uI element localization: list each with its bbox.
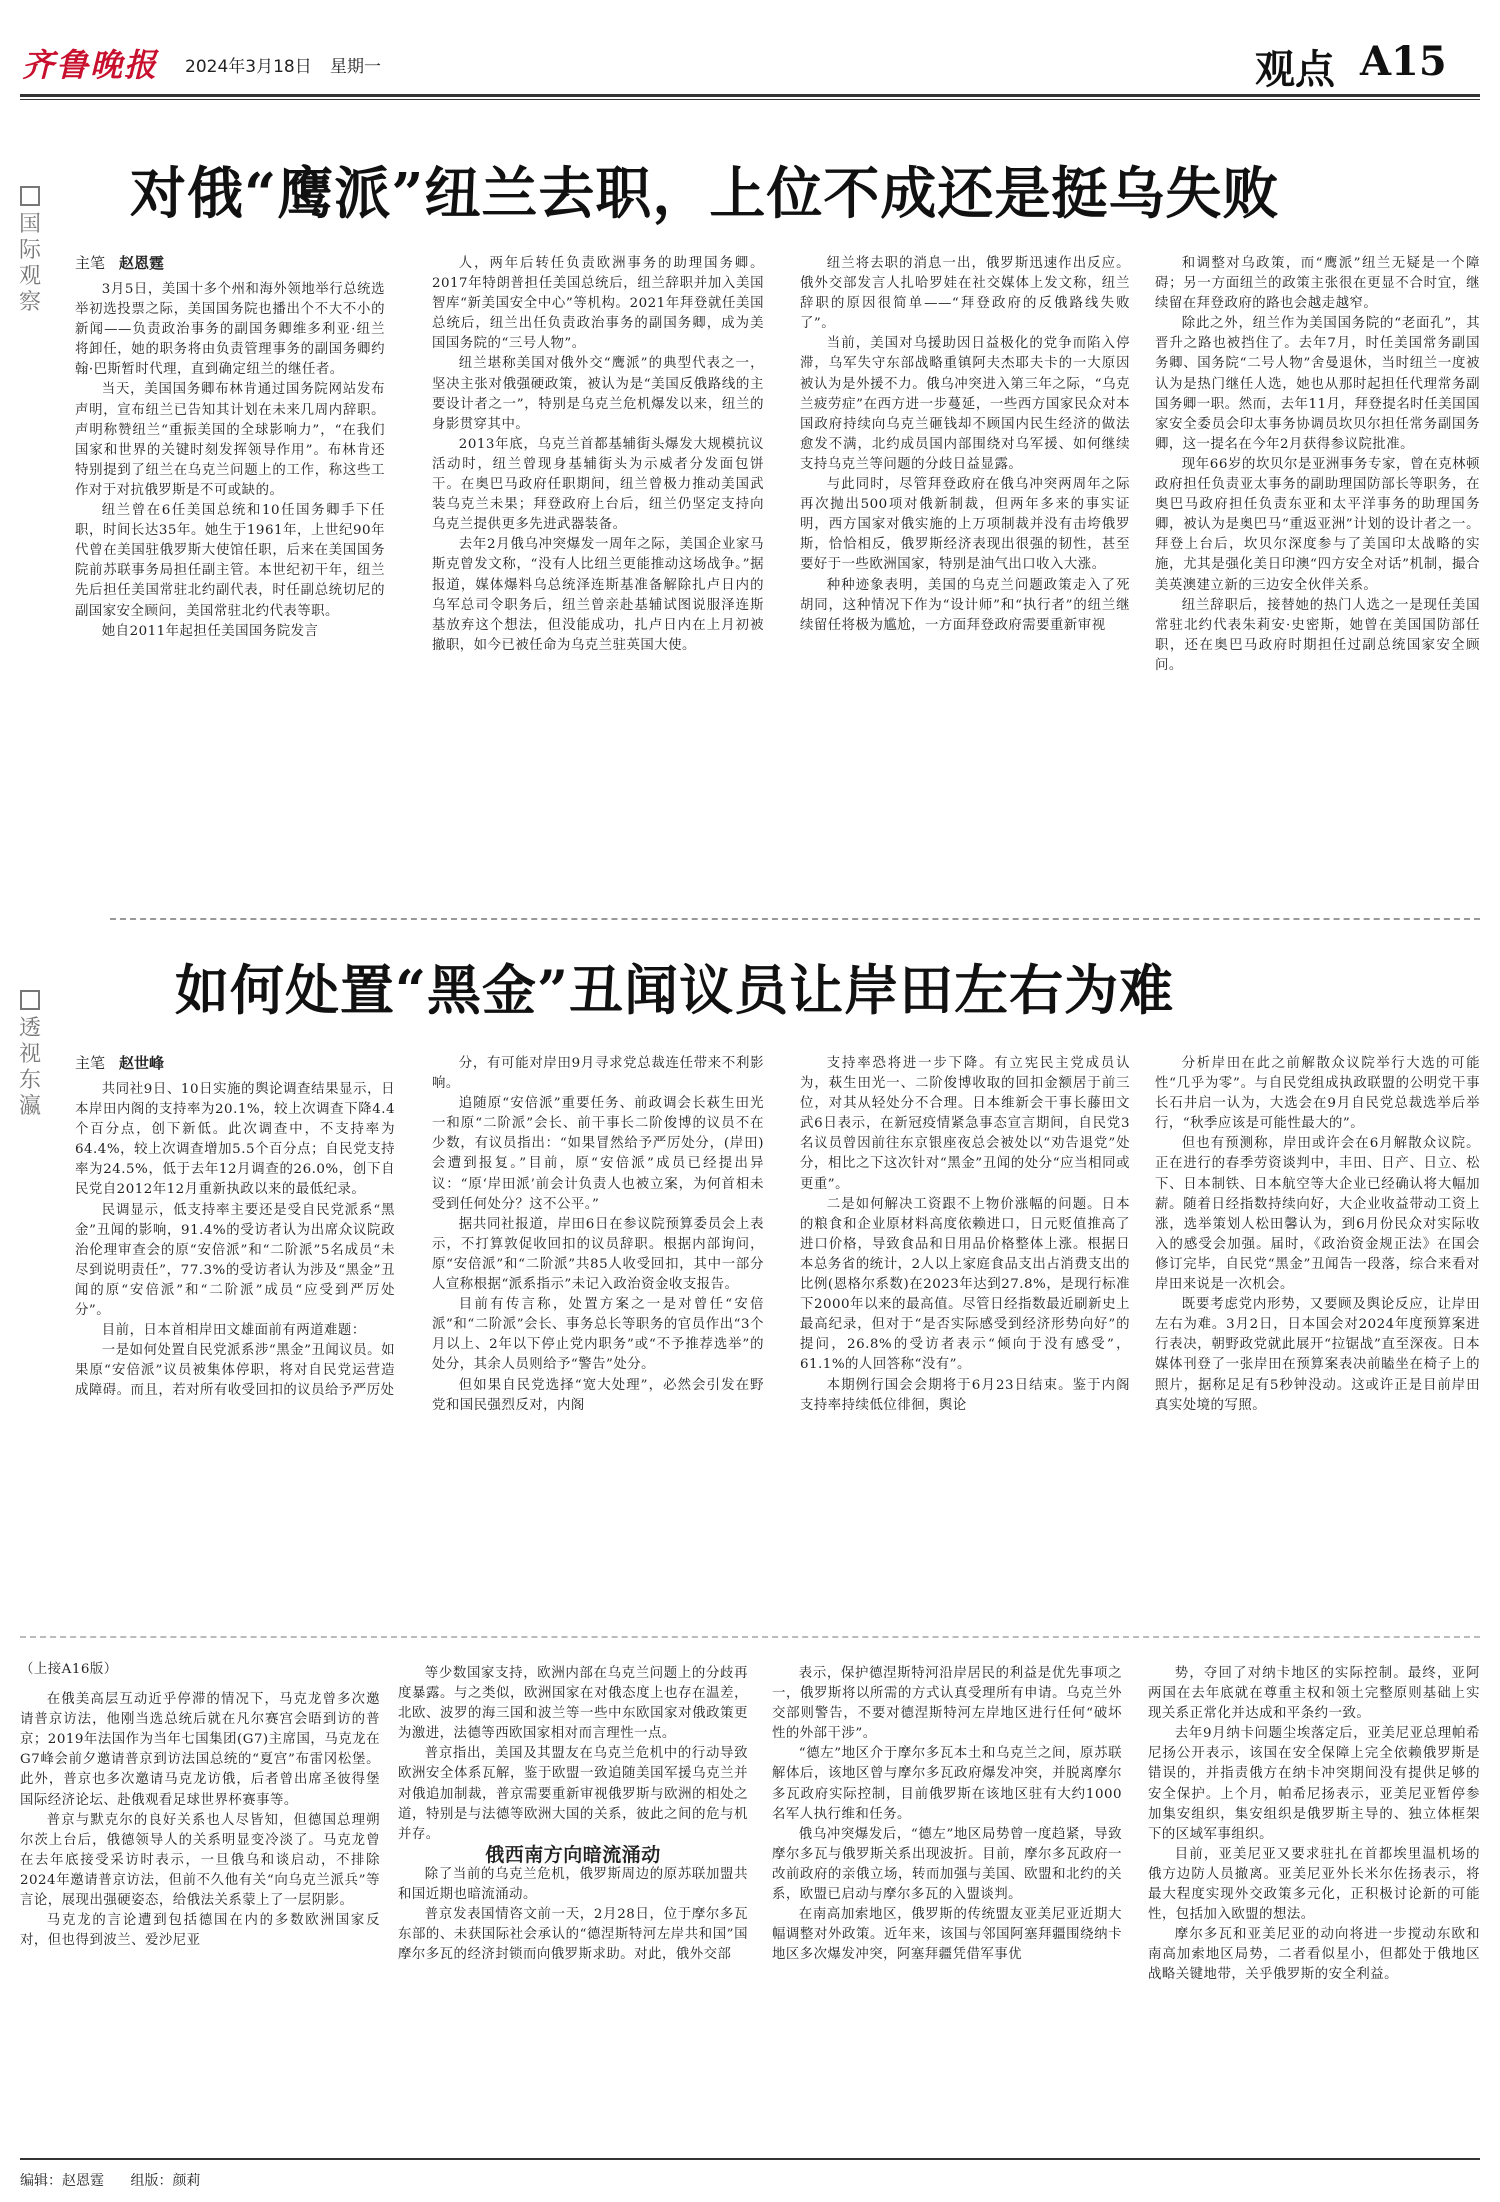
article3-col4 — [1148, 1664, 1480, 2150]
paragraph: 在俄美高层互动近乎停滞的情况下，马克龙曾多次邀请普京访法，他刚当选总统后就在凡尔赛宫会晤到访的普京；2019年法国作为当年七国集团(G7)主席国，马克龙在G7峰会前夕邀请普京到访法国总统的“夏宫”布雷冈松堡。此外，普京也多次邀请马克龙访俄，后者曾出席圣彼得堡国际经济论坛、赴俄观看足球世界杯赛事等。 — [20, 1692, 380, 1808]
paragraph: 现年66岁的坎贝尔是亚洲事务专家，曾在克林顿政府担任负责亚太事务的副助理国防部长等职务，在奥巴马政府担任负责东亚和太平洋事务的助理国务卿，被认为是奥巴马“重返亚洲”计划的设计者之一。拜登上台后，坎贝尔深度参与了美国印太战略的实施，尤其是强化美日印澳“四方安全对话”机制，撮合美英澳建立新的三边安全伙伴关系。 — [1155, 456, 1480, 593]
paragraph: 纽兰堪称美国对俄外交“鹰派”的典型代表之一，坚决主张对俄强硬政策，被认为是“美国反俄路线的主要设计者之一”，特别是乌克兰危机爆发以来，纽兰的身影贯穿其中。 — [432, 356, 764, 432]
paragraph: 2013年底，乌克兰首都基辅街头爆发大规模抗议活动时，纽兰曾现身基辅街头为示威者分发面包饼干。在奥巴马政府任职期间，纽兰曾极力推动美国武装乌克兰未果；拜登政府上台后，纽兰仍坚定支持向乌克兰提供更多先进武器装备。 — [432, 436, 764, 533]
paragraph: 人，两年后转任负责欧洲事务的助理国务卿。2017年特朗普担任美国总统后，纽兰辞职并加入美国智库“新美国安全中心”等机构。2021年拜登就任美国总统后，纽兰出任负责政治事务的副国务卿，成为美国国务院的“三号人物”。 — [432, 256, 764, 352]
paragraph: 二是如何解决工资跟不上物价涨幅的问题。日本的粮食和企业原材料高度依赖进口，日元贬值推高了进口价格，导致食品和日用品价格整体上涨。根据日本总务省的统计，2人以上家庭食品支出占消费支出的比例(恩格尔系数)在2023年达到27.8%，是现行标准下2000年以来的最高值。尽管日经指数最近刷新史上最高纪录，但对于“是否实际感受到经济形势向好”的提问，26.8%的受访者表示“倾向于没有感受”，61.1%的人回答称“没有”。 — [800, 1196, 1130, 1373]
footer-rule — [20, 2158, 1480, 2160]
paragraph: 支持率恐将进一步下降。有立宪民主党成员认为，萩生田光一、二阶俊博收取的回扣金额居于前三位，对其从轻处分不合理。日本维新会干事长藤田文武6日表示，在新冠疫情紧急事态宣言期间，自民党3名议员曾因前往东京银座夜总会被处以“劝告退党”处分，相比之下这次针对“黑金”丑闻的处分“应当相同或更重”。 — [800, 1056, 1130, 1192]
article2-col3 — [800, 1054, 1130, 1626]
paragraph: 普京发表国情咨文前一天，2月28日，位于摩尔多瓦东部的、未获国际社会承认的“德涅斯特河左岸共和国”国摩尔多瓦的经济封锁而向俄罗斯求助。对此，俄外交部 — [398, 1907, 748, 1963]
article1-col2 — [432, 254, 764, 870]
column-tag-japan — [16, 990, 44, 1120]
paragraph: 目前有传言称，处置方案之一是对曾任“安倍派”和“二阶派”会长、事务总长等职务的官员作出“3个月以上、2年以下停止党内职务”或“不予推荐选举”的处分，其余人员则给予“警告”处分。 — [432, 1297, 764, 1373]
paragraph: “德左”地区介于摩尔多瓦本土和乌克兰之间，原苏联解体后，该地区曾与摩尔多瓦政府爆发冲突，并脱离摩尔多瓦政府实际控制，目前俄罗斯在该地区驻有大约1000名军人执行维和任务。 — [772, 1746, 1122, 1822]
article2-byline — [75, 1052, 164, 1073]
article1-col3 — [800, 254, 1130, 870]
column-tag-text: 国际观察 — [18, 212, 41, 315]
paragraph: 纽兰曾在6任美国总统和10任国务卿手下任职，时间长达35年。她生于1961年，上世纪90年代曾在美国驻俄罗斯大使馆任职，后来在美国国务院前苏联事务局担任副主管。本世纪初干年，纽兰先后担任美国常驻北约副代表，时任副总统切尼的副国家安全顾问，美国常驻北约代表等职。 — [75, 503, 385, 619]
continued-note: （上接A16版） — [20, 1662, 118, 1677]
paragraph: 普京与默克尔的良好关系也人尽皆知，但德国总理朔尔茨上台后，俄德领导人的关系明显变冷淡了。马克龙曾在去年底接受采访时表示，一旦俄乌和谈启动，不排除2024年邀请普京访法，但前不久他有关“向乌克兰派兵”等言论，展现出强硬姿态，给俄法关系蒙上了一层阴影。 — [20, 1812, 380, 1909]
paragraph: 除此之外，纽兰作为美国国务院的“老面孔”，其晋升之路也被挡住了。去年7月，时任美国常务副国务卿、国务院“二号人物”舍曼退休，当时纽兰一度被认为是热门继任人选，她也从那时起担任代理常务副国务卿一职。然而，去年11月，拜登提名时任美国国家安全委员会印太事务协调员坎贝尔担任常务副国务卿，这一提名在今年2月获得参议院批准。 — [1155, 316, 1480, 452]
article3-col3 — [772, 1664, 1122, 2150]
masthead-rule-thin — [20, 99, 1480, 100]
article1-col4 — [1155, 254, 1480, 870]
article1-byline — [75, 252, 164, 273]
paragraph: 民调显示，低支持率主要还是受自民党派系“黑金”丑闻的影响，91.4%的受访者认为出席众议院政治伦理审查会的原“安倍派”和“二阶派”5名成员“未尽到说明责任”，77.3%的受访者认为涉及“黑金”丑闻的原“安倍派”和“二阶派”成员“应受到严厉处分”。 — [75, 1202, 395, 1319]
paragraph: 3月5日，美国十多个州和海外领地举行总统选举初选投票之际，美国国务院也播出个不大不小的新闻——负责政治事务的副国务卿维多利亚·纽兰将卸任，她的职务将由负责管理事务的副国务卿约翰·巴斯暂时代理，直到确定纽兰的继任者。 — [75, 282, 385, 378]
footer-credits — [20, 2170, 222, 2190]
article1-col1 — [75, 280, 385, 870]
section-label: 观点 — [1255, 46, 1335, 93]
byline-name: 赵世峰 — [119, 1054, 165, 1072]
paragraph: 表示，保护德涅斯特河沿岸居民的利益是优先事项之一，俄罗斯将以所需的方式认真受理所有申请。乌克兰外交部则警告，不要对德涅斯特河左岸地区进行任何“破坏性的外部干涉”。 — [772, 1666, 1122, 1742]
paragraph: 但也有预测称，岸田或许会在6月解散众议院。正在进行的春季劳资谈判中，丰田、日产、日立、松下、日本制铁、日本航空等大企业已经确认将大幅加薪。随着日经指数持续向好，大企业收益带动工资上涨，选举策划人松田馨认为，到6月份民众对实际收入的感受会加强。届时，《政治资金规正法》在国会修订完毕，自民党“黑金”丑闻告一段落，综合来看对岸田来说是一次机会。 — [1155, 1136, 1480, 1293]
masthead-rule — [20, 94, 1480, 97]
paragraph: 一是如何处置自民党派系涉“黑金”丑闻议员。如果原“安倍派”议员被集体停职，将对自民党运营造成障碍。而且，若对所有收受回扣的议员给予严厉处 — [75, 1343, 395, 1399]
paragraph: 马克龙的言论遭到包括德国在内的多数欧洲国家反对，但也得到波兰、爱沙尼亚 — [20, 1913, 380, 1949]
paragraph: 既要考虑党内形势，又要顾及舆论反应，让岸田左右为难。3月2日，日本国会对2024年度预算案进行表决，朝野政党就此展开“拉锯战”直至深夜。日本媒体刊登了一张岸田在预算案表决前瞌坐在椅子上的照片，据称足足有5秒钟没动。这或许正是目前岸田真实处境的写照。 — [1155, 1297, 1480, 1413]
paragraph: 当前，美国对乌援助因日益极化的党争而陷入停滞，乌军失守东部战略重镇阿夫杰耶夫卡的一大原因被认为是外援不力。俄乌冲突进入第三年之际，“乌克兰疲劳症”在西方进一步蔓延，一些西方国家民众对本国政府持续向乌克兰砸钱却不顾国内民生经济的做法愈发不满，北约成员国内部围绕对乌军援、如何继续支持乌克兰等问题的分歧日益显露。 — [800, 336, 1130, 472]
paragraph: 种种迹象表明，美国的乌克兰问题政策走入了死胡同，这种情况下作为“设计师”和“执行者”的纽兰继续留任将极为尴尬，一方面拜登政府需要重新审视 — [800, 577, 1130, 633]
paragraph: 摩尔多瓦和亚美尼亚的动向将进一步搅动东欧和南高加索地区局势，二者看似星小，但都处于俄地区战略关键地带，关乎俄罗斯的安全利益。 — [1148, 1927, 1480, 1983]
paragraph: 去年9月纳卡问题尘埃落定后，亚美尼亚总理帕希尼扬公开表示，该国在安全保障上完全依赖俄罗斯是错误的，并指责俄方在纳卡冲突期间没有提供足够的安全保护。上个月，帕希尼扬表示，亚美尼亚暂停参加集安组织，集安组织是俄罗斯主导的、独立体框架下的区域军事组织。 — [1148, 1726, 1480, 1842]
paragraph: 共同社9日、10日实施的舆论调查结果显示，日本岸田内阁的支持率为20.1%，较上次调查下降4.4个百分点，创下新低。此次调查中，不支持率为64.4%，较上次调查增加5.5个百分点；自民党支持率为24.5%，低于去年12月调查的26.0%，创下自民党自2012年12月重新执政以来的最低纪录。 — [75, 1082, 395, 1198]
subheading: 俄西南方向暗流涌动 — [485, 1843, 661, 1866]
issue-date: 2024年3月18日 — [185, 57, 312, 77]
paragraph: 和调整对乌政策，而“鹰派”纽兰无疑是一个障碍；另一方面纽兰的政策主张很在更显不合时宜，继续留在拜登政府的路也会越走越窄。 — [1155, 256, 1480, 312]
paragraph: 普京指出，美国及其盟友在乌克兰危机中的行动导致欧洲安全体系瓦解，鉴于欧盟一致追随美国军援乌克兰并对俄追加制裁，普京需要重新审视俄罗斯与欧洲的相处之道，特别是与法德等欧洲大国的关系，彼此之间的危与机并存。 — [398, 1746, 748, 1842]
paragraph: 与此同时，尽管拜登政府在俄乌冲突两周年之际再次抛出500项对俄新制裁，但两年多来的事实证明，西方国家对俄实施的上万项制裁并没有击垮俄罗斯，恰恰相反，俄罗斯经济表现出很强的韧性，甚至要好于一些欧洲国家，特别是油气出口收入大涨。 — [800, 477, 1130, 573]
paragraph: 但如果自民党选择“宽大处理”，必然会引发在野党和国民强烈反对，内阁 — [432, 1377, 764, 1413]
paragraph: 除了当前的乌克兰危机，俄罗斯周边的原苏联加盟共和国近期也暗流涌动。 — [398, 1866, 748, 1903]
article3-col2 — [398, 1664, 748, 2150]
newspaper-logo: 齐鲁晚报 — [22, 46, 159, 84]
section-divider — [110, 918, 1480, 920]
paragraph: 目前，日本首相岸田文雄面前有两道难题： — [101, 1323, 366, 1339]
byline-role: 主笔 — [75, 254, 106, 272]
paragraph: 据共同社报道，岸田6日在参议院预算委员会上表示，不打算敦促收回扣的议员辞职。根据内部询问，原“安倍派”和“二阶派”共85人收受回扣，其中一部分人宣称根据“派系指示”未记入政治资金收支报告。 — [432, 1216, 764, 1293]
article2-headline: 如何处置“黑金”丑闻议员让岸田左右为难 — [175, 958, 1175, 1022]
page-number: A15 — [1360, 38, 1447, 85]
paragraph: 本期例行国会会期将于6月23日结束。鉴于内阁支持率持续低位徘徊，舆论 — [800, 1377, 1130, 1413]
paragraph: 分，有可能对岸田9月寻求党总裁连任带来不利影响。 — [432, 1056, 764, 1092]
issue-weekday: 星期一 — [330, 57, 381, 77]
column-tag-box-icon — [20, 186, 40, 206]
paragraph: 目前，亚美尼亚又要求驻扎在首都埃里温机场的俄方边防人员撤离。亚美尼亚外长米尔佐扬表示，将最大程度实现外交政策多元化，正积极讨论新的可能性，包括加入欧盟的想法。 — [1148, 1846, 1480, 1923]
paragraph: 她自2011年起担任美国国务院发言 — [101, 623, 319, 639]
footer-layout: 组版：颜莉 — [130, 2173, 201, 2189]
byline-role: 主笔 — [75, 1054, 106, 1072]
section-divider-2 — [20, 1636, 1480, 1638]
article3-col1-body — [20, 1690, 380, 1951]
article3-col1 — [20, 1660, 380, 2150]
paragraph: 去年2月俄乌冲突爆发一周年之际，美国企业家马斯克曾发文称，“没有人比纽兰更能推动这场战争。”据报道，媒体爆料乌总统泽连斯基准备解除扎卢日内的乌军总司令职务后，纽兰曾亲赴基辅试图说服泽连斯基放弃这个想法，但没能成功，扎卢日内在上月初被撤职，如今已被任命为乌克兰驻英国大使。 — [432, 537, 764, 653]
paragraph: 纽兰辞职后，接替她的热门人选之一是现任美国常驻北约代表朱莉安·史密斯，她曾在美国国防部任职，还在奥巴马政府时期担任过副总统国家安全顾问。 — [1155, 597, 1480, 673]
article1-headline: 对俄“鹰派”纽兰去职，上位不成还是挺乌失败 — [130, 161, 1280, 227]
column-tag-intl — [16, 186, 44, 316]
paragraph: 势，夺回了对纳卡地区的实际控制。最终，亚阿两国在去年底就在尊重主权和领土完整原则基础上实现关系正常化并达成和平条约一致。 — [1148, 1666, 1480, 1722]
byline-name: 赵恩霆 — [119, 254, 165, 272]
paragraph: 等少数国家支持，欧洲内部在乌克兰问题上的分歧再度暴露。与之类似，欧洲国家在对俄态度上也存在温差，北欧、波罗的海三国和波兰等一些中东欧国家对俄政策更为激进，法德等西欧国家相对而言理性一点。 — [398, 1666, 748, 1742]
paragraph: 在南高加索地区，俄罗斯的传统盟友亚美尼亚近期大幅调整对外政策。近年来，该国与邻国阿塞拜疆围绕纳卡地区多次爆发冲突，阿塞拜疆凭借军事优 — [772, 1907, 1122, 1963]
paragraph: 分析岸田在此之前解散众议院举行大选的可能性“几乎为零”。与自民党组成执政联盟的公明党干事长石井启一认为，大选会在9月自民党总裁选举后举行，“秋季应该是可能性最大的”。 — [1155, 1056, 1480, 1132]
footer-editor: 编辑：赵恩霆 — [20, 2173, 104, 2189]
article2-col4 — [1155, 1054, 1480, 1626]
column-tag-text: 透视东瀛 — [18, 1016, 41, 1119]
paragraph: 纽兰将去职的消息一出，俄罗斯迅速作出反应。俄外交部发言人扎哈罗娃在社交媒体上发文称，纽兰辞职的原因很简单——“拜登政府的反俄路线失败了”。 — [800, 256, 1130, 332]
column-tag-box-icon — [20, 990, 40, 1010]
paragraph: 当天，美国国务卿布林肯通过国务院网站发布声明，宣布纽兰已告知其计划在未来几周内辞职。声明称赞纽兰“重振美国的全球影响力”，“在我们国家和世界的关键时刻发挥领导作用”。布林肯还特别提到了纽兰在乌克兰问题上的工作，称这些工作对于对抗俄罗斯是不可或缺的。 — [75, 382, 385, 498]
article2-col1 — [75, 1080, 395, 1626]
article2-col2 — [432, 1054, 764, 1626]
paragraph: 追随原“安倍派”重要任务、前政调会长萩生田光一和原“二阶派”会长、前干事长二阶俊博的议员不在少数，有议员指出：“如果冒然给予严厉处分，(岸田)会遭到报复。”目前，原“安倍派”成员已经提出异议：“原‘岸田派’前会计负责人也被立案，为何首相未受到任何处分？这不公平。” — [432, 1096, 764, 1212]
paragraph: 俄乌冲突爆发后，“德左”地区局势曾一度趋紧，导致摩尔多瓦与俄罗斯关系出现波折。目前，摩尔多瓦政府一改前政府的亲俄立场，转而加强与美国、欧盟和北约的关系，欧盟已启动与摩尔多瓦的入盟谈判。 — [772, 1826, 1122, 1903]
